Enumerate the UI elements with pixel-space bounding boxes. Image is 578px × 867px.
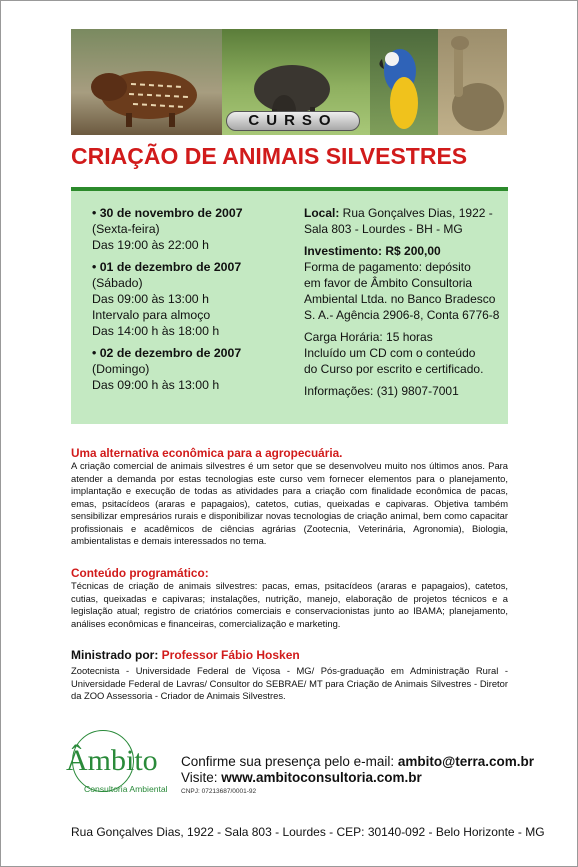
contact-block	[181, 754, 534, 786]
schedule-day-3	[92, 345, 282, 393]
paca-photo	[71, 29, 222, 135]
investment-label: Investimento: R$ 200,00	[304, 244, 441, 258]
section-text: Técnicas de criação de animais silvestres: pacas, emas, psitacídeos (araras e papagaios), catetos, cutias, queixadas e capivaras; instalações, nutrição, manejo, elaboração de projetos técnicos e a legislação atual; registro de criatórios comerciais e conservacionistas junto ao IBAMA; planejamento, análises econômicas e financeiras, comercialização e marketing.	[71, 580, 508, 629]
payment-line: Forma de pagamento: depósito	[304, 260, 471, 274]
schedule-line: Das 14:00 h às 18:00 h	[92, 324, 220, 338]
paca-illustration	[71, 29, 222, 135]
instructor-bio: Zootecnista - Universidade Federal de Viçosa - MG/ Pós-graduação em Administração Rural - Universidade Federal de Lavras/ Consultor do SEBRAE/ MT para Criação de Animais Silvestres - Diretor da ZOO Assessoria - Criador de Animais Silvestres.	[71, 665, 508, 701]
section-program	[71, 566, 508, 630]
section-alternative	[71, 446, 508, 548]
instructor-name: Professor Fábio Hosken	[161, 648, 300, 662]
workload-line: Incluído um CD com o conteúdo	[304, 346, 476, 360]
location-label: Local:	[304, 206, 340, 220]
website-link[interactable]: www.ambitoconsultoria.com.br	[221, 770, 422, 785]
logo-name: Âmbito	[66, 744, 158, 777]
location-address: Rua Gonçalves Dias, 1922 -	[339, 206, 493, 220]
location	[304, 205, 504, 221]
instructor-label: Ministrado por:	[71, 648, 162, 662]
email-link[interactable]: ambito@terra.com.br	[397, 754, 535, 769]
macaw-photo	[370, 29, 438, 135]
schedule-line: Das 09:00 às 13:00 h	[92, 292, 209, 306]
payment-line: S. A.- Agência 2906-8, Conta 6776-8	[304, 308, 500, 322]
schedule-line: (Sábado)	[92, 276, 143, 290]
schedule-day-2	[92, 259, 282, 339]
page-title: CRIAÇÃO DE ANIMAIS SILVESTRES	[71, 143, 468, 169]
course-badge: CURSO	[226, 111, 360, 131]
schedule-line: (Domingo)	[92, 362, 150, 376]
schedule-line: Intervalo para almoço	[92, 308, 211, 322]
details-column	[304, 205, 504, 399]
schedule-line: Das 19:00 às 22:00 h	[92, 238, 209, 252]
payment-line: em favor de Âmbito Consultoria	[304, 276, 473, 290]
rhea-photo	[438, 29, 507, 135]
schedule-column	[92, 205, 282, 393]
workload-line: do Curso por escrito e certificado.	[304, 362, 484, 376]
information-phone: Informações: (31) 9807-7001	[304, 384, 459, 398]
payment-line: Ambiental Ltda. no Banco Bradesco	[304, 292, 496, 306]
workload-line: Carga Horária: 15 horas	[304, 330, 433, 344]
section-heading: Conteúdo programático:	[71, 566, 209, 580]
email-label: Confirme sua presença pelo e-mail:	[181, 754, 398, 769]
ambito-logo	[66, 730, 170, 798]
schedule-date: • 30 de novembro de 2007	[92, 206, 243, 220]
website-line	[181, 770, 534, 786]
info-box	[71, 191, 508, 424]
email-line	[181, 754, 534, 770]
footer-address: Rua Gonçalves Dias, 1922 - Sala 803 - Lourdes - CEP: 30140-092 - Belo Horizonte - MG	[71, 825, 545, 839]
rhea-illustration	[438, 29, 507, 135]
location-room: Sala 803 - Lourdes - BH - MG	[304, 222, 463, 236]
logo-subtitle: Consultoria Ambiental	[84, 784, 168, 794]
macaw-illustration	[370, 29, 438, 135]
schedule-line: (Sexta-feira)	[92, 222, 160, 236]
section-text: A criação comercial de animais silvestres é um setor que se desenvolveu muito nos últimos anos. Para atender a demanda por estas tecnologias este curso vem fornecer elementos para o planejamento, implantação e execução de todas as atividades para a criação com finalidade econômica de pacas, emas, psitacídeos (araras e papagaios), catetos, cutias, queixadas e capivaras. Objetiva também sensibilizar empresários rurais e disponibilizar novas tecnologias de criação animal, bem como capacitar profissionais e acadêmicos de ciências agrárias (Zootecnia, Veterinária, Agronomia), Biologia, ambientalistas e demais interessados no tema.	[71, 460, 508, 546]
instructor-heading	[71, 648, 508, 662]
website-label: Visite:	[181, 770, 222, 785]
schedule-day-1	[92, 205, 282, 253]
schedule-line: Das 09:00 h às 13:00 h	[92, 378, 220, 392]
section-heading: Uma alternativa econômica para a agropecuária.	[71, 446, 343, 460]
schedule-date: • 02 de dezembro de 2007	[92, 346, 242, 360]
schedule-date: • 01 de dezembro de 2007	[92, 260, 242, 274]
photo-banner	[71, 29, 507, 135]
cnpj-number: CNPJ: 07213687/0001-92	[181, 788, 257, 795]
